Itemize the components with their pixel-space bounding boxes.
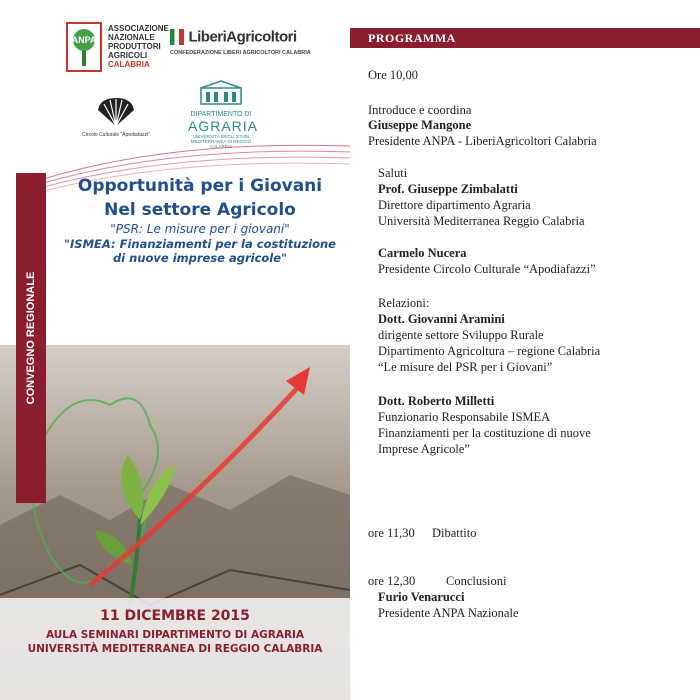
liberi-agricoltori-logo <box>170 28 311 56</box>
building-icon <box>199 80 243 106</box>
anpa-line: AGRICOLI <box>108 51 148 60</box>
saluti-label: Saluti <box>378 166 408 180</box>
role-milletti-2: Finanziamenti per la costituzione di nuove <box>378 426 591 440</box>
agraria-university: UNIVERSITÀ DEGLI STUDI MEDITERRANEA DI REGGIO CALABRIA <box>190 134 252 149</box>
agraria-name: AGRARIA <box>188 118 259 134</box>
liberi-name: LiberiAgricoltori <box>188 28 297 46</box>
event-place-2: UNIVERSITÀ MEDITERRANEA DI REGGIO CALABRIA <box>27 643 323 655</box>
event-date-box <box>0 598 350 700</box>
event-place-1: AULA SEMINARI DIPARTIMENTO DI AGRARIA <box>45 629 305 641</box>
talk-aramini: “Le misure del PSR per i Giovani” <box>378 360 553 374</box>
role-aramini-1: dirigente settore Sviluppo Rurale <box>378 328 544 342</box>
dibattito-label: Dibattito <box>432 526 477 540</box>
speaker-nucera: Carmelo Nucera <box>378 246 467 260</box>
speaker-milletti: Dott. Roberto Milletti <box>378 394 495 408</box>
circolo-name: Circolo Culturale "Apodiafazzi" <box>82 132 150 138</box>
title-line-1: Opportunità per i Giovani <box>77 176 323 196</box>
agraria-dip: DIPARTIMENTO DI <box>190 111 252 118</box>
subtitle-psr: "PSR: Le misure per i giovani" <box>110 222 290 236</box>
speaker-mangone: Giuseppe Mangone <box>368 118 472 132</box>
time-1000: Ore 10,00 <box>368 68 418 82</box>
anpa-line: PRODUTTORI <box>108 42 161 51</box>
speaker-zimbalatti: Prof. Giuseppe Zimbalatti <box>378 182 518 196</box>
anpa-region: CALABRIA <box>108 60 150 69</box>
title-line-2: Nel settore Agricolo <box>104 200 296 220</box>
role-venarucci: Presidente ANPA Nazionale <box>378 606 519 620</box>
intro-label: Introduce e coordina <box>368 103 472 117</box>
role-mangone: Presidente ANPA - LiberiAgricoltori Calabria <box>368 134 597 148</box>
subtitle-ismea-1: "ISMEA: Finanziamenti per la costituzione <box>64 237 336 251</box>
speaker-venarucci: Furio Venarucci <box>378 590 465 604</box>
subtitle-ismea-2: di nuove imprese agricole" <box>112 251 288 265</box>
anpa-line: NAZIONALE <box>108 33 155 42</box>
flyer-title <box>52 174 348 265</box>
shell-icon <box>94 96 138 130</box>
time-1130: ore 11,30 <box>368 526 415 540</box>
program-panel <box>350 0 700 700</box>
svg-text:ANPA: ANPA <box>71 35 97 45</box>
role-milletti-3: Imprese Agricole” <box>378 442 470 456</box>
role-zimbalatti-1: Direttore dipartimento Agraria <box>378 198 531 212</box>
flag-icon <box>170 29 184 45</box>
relazioni-label: Relazioni: <box>378 296 430 310</box>
time-1230: ore 12,30 <box>368 574 416 588</box>
anpa-logo-icon <box>66 22 102 72</box>
liberi-sub: CONFEDERAZIONE LIBERI AGRICOLTORI CALABRIA <box>170 50 311 56</box>
role-nucera: Presidente Circolo Culturale “Apodiafazzi” <box>378 262 596 276</box>
anpa-logo-text <box>108 24 169 69</box>
role-milletti-1: Funzionario Responsabile ISMEA <box>378 410 551 424</box>
convegno-band <box>16 173 46 503</box>
role-zimbalatti-2: Università Mediterranea Reggio Calabria <box>378 214 585 228</box>
speaker-aramini: Dott. Giovanni Aramini <box>378 312 505 326</box>
program-header <box>350 28 700 48</box>
band-label: CONVEGNO REGIONALE <box>25 271 37 405</box>
event-date: 11 DICEMBRE 2015 <box>100 608 250 624</box>
anpa-line: ASSOCIAZIONE <box>108 24 169 33</box>
program-heading: PROGRAMMA <box>368 31 456 45</box>
role-aramini-2: Dipartimento Agricoltura – regione Calabria <box>378 344 601 358</box>
conclusioni-label: Conclusioni <box>446 574 507 588</box>
